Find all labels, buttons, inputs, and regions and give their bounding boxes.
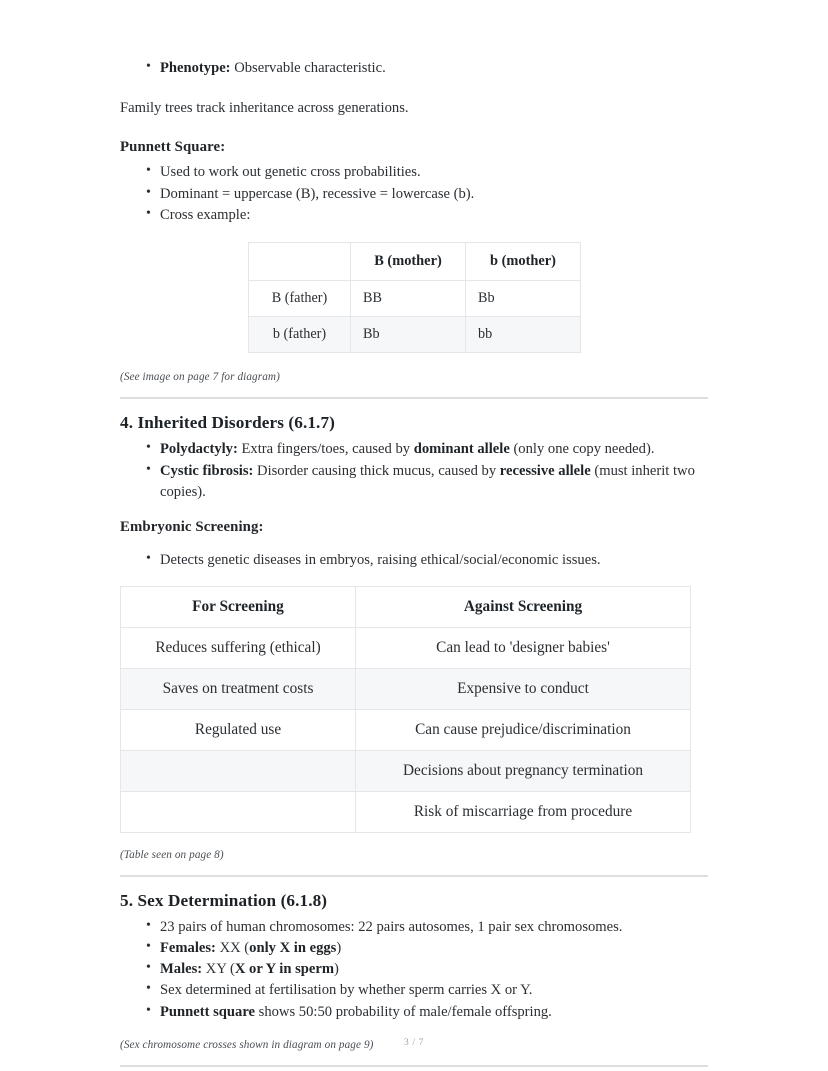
punnett-caption: (See image on page 7 for diagram) — [120, 371, 280, 384]
females-emphasis: only X in eggs — [249, 939, 337, 956]
list-item — [160, 980, 708, 1001]
dominant-allele-emphasis: dominant allele — [413, 441, 510, 458]
males-text: XY ( — [202, 961, 235, 978]
sex-bullet-text-3: Sex determined at fertilisation by whether sperm carries X or Y. — [160, 982, 533, 999]
section-divider-3 — [120, 1065, 708, 1067]
table-header-row — [249, 243, 581, 281]
table-row — [121, 750, 691, 791]
punnett-rowlabel-father-b: b (father) — [249, 317, 351, 353]
table-row — [121, 791, 691, 832]
punnett-square-table — [248, 242, 581, 353]
embryonic-screening-heading: Embryonic Screening: — [120, 519, 264, 536]
polydactyly-text-2: (only one copy needed). — [509, 441, 655, 458]
cystic-fibrosis-text-1: Disorder causing thick mucus, caused by — [253, 462, 500, 479]
cystic-fibrosis-term: Cystic fibrosis: — [160, 462, 254, 479]
list-item: • Cross example: — [160, 205, 708, 226]
females-text: XX ( — [215, 939, 250, 956]
list-item: • Dominant = uppercase (B), recessive = lowercase (b). — [160, 184, 708, 205]
list-item — [160, 917, 708, 938]
punnett-corner-cell — [249, 243, 351, 281]
table-row — [121, 709, 691, 750]
punnett-header-mother-B: B (mother) — [351, 243, 466, 281]
list-item — [160, 959, 708, 980]
sex-bullet-text-0: 23 pairs of human chromosomes: 22 pairs autosomes, 1 pair sex chromosomes. — [160, 918, 623, 935]
table-header-row — [121, 586, 691, 627]
punnett-cell-Bb-2: Bb — [351, 317, 466, 353]
polydactyly-term: Polydactyly: — [160, 441, 238, 458]
screening-for-cell-1: Reduces suffering (ethical) — [121, 627, 356, 668]
list-item — [160, 461, 708, 504]
punnett-table-wrapper — [248, 242, 708, 353]
inherited-disorders-heading: 4. Inherited Disorders (6.1.7) — [120, 413, 335, 433]
screening-against-cell-1: Can lead to 'designer babies' — [356, 627, 691, 668]
females-tail: ) — [336, 939, 342, 956]
cystic-fibrosis-text-2: (must inherit two copies). — [160, 462, 695, 500]
punnett-square-text: shows 50:50 probability of male/female offspring. — [255, 1003, 552, 1020]
list-item — [160, 58, 708, 79]
punnett-cell-BB: BB — [351, 281, 466, 317]
list-item — [160, 938, 708, 959]
screening-against-cell-2: Expensive to conduct — [356, 668, 691, 709]
sex-determination-caption: (Sex chromosome crosses shown in diagram on page 9) — [120, 1039, 374, 1052]
page-number-label: 3 / 7 — [404, 1038, 424, 1048]
sex-determination-bullet-list — [120, 917, 708, 1023]
screening-for-cell-3: Regulated use — [121, 709, 356, 750]
phenotype-bullet-list — [120, 58, 708, 79]
females-term: Females: — [160, 939, 216, 956]
punnett-square-heading: Punnett Square: — [120, 139, 226, 156]
table-row — [121, 627, 691, 668]
screening-for-cell-2: Saves on treatment costs — [121, 668, 356, 709]
list-item — [160, 1002, 708, 1023]
punnett-header-mother-b: b (mother) — [466, 243, 581, 281]
punnett-cell-bb: bb — [466, 317, 581, 353]
screening-header-against: Against Screening — [356, 586, 691, 627]
punnett-rowlabel-father-B: B (father) — [249, 281, 351, 317]
punnett-bullet-list — [120, 162, 708, 226]
inherited-disorders-bullet-list — [120, 439, 708, 503]
page-footer — [0, 1038, 828, 1048]
screening-header-for: For Screening — [121, 586, 356, 627]
embryonic-screening-bullet-list — [120, 550, 708, 571]
screening-against-cell-3: Can cause prejudice/discrimination — [356, 709, 691, 750]
males-term: Males: — [160, 961, 203, 978]
males-tail: ) — [334, 961, 339, 978]
screening-for-cell-5 — [121, 791, 356, 832]
document-content — [120, 58, 708, 1067]
polydactyly-text-1: Extra fingers/toes, caused by — [237, 441, 414, 458]
table-row — [121, 668, 691, 709]
list-item — [160, 439, 708, 460]
phenotype-term: Phenotype: — [160, 60, 231, 76]
punnett-square-term: Punnett square — [160, 1003, 256, 1020]
table-row — [249, 281, 581, 317]
males-emphasis: X or Y in sperm — [234, 961, 335, 978]
recessive-allele-emphasis: recessive allele — [499, 462, 591, 479]
family-trees-paragraph: Family trees track inheritance across generations. — [120, 100, 409, 117]
table-row — [249, 317, 581, 353]
sex-determination-heading: 5. Sex Determination (6.1.8) — [120, 890, 328, 910]
screening-against-cell-4: Decisions about pregnancy termination — [356, 750, 691, 791]
screening-table-caption: (Table seen on page 8) — [120, 848, 224, 861]
screening-pros-cons-table — [120, 586, 691, 833]
screening-for-cell-4 — [121, 750, 356, 791]
list-item: • Used to work out genetic cross probabilities. — [160, 162, 708, 183]
phenotype-definition: Observable characteristic. — [230, 60, 386, 76]
list-item: • Detects genetic diseases in embryos, raising ethical/social/economic issues. — [160, 550, 708, 571]
screening-against-cell-5: Risk of miscarriage from procedure — [356, 791, 691, 832]
punnett-cell-Bb-1: Bb — [466, 281, 581, 317]
